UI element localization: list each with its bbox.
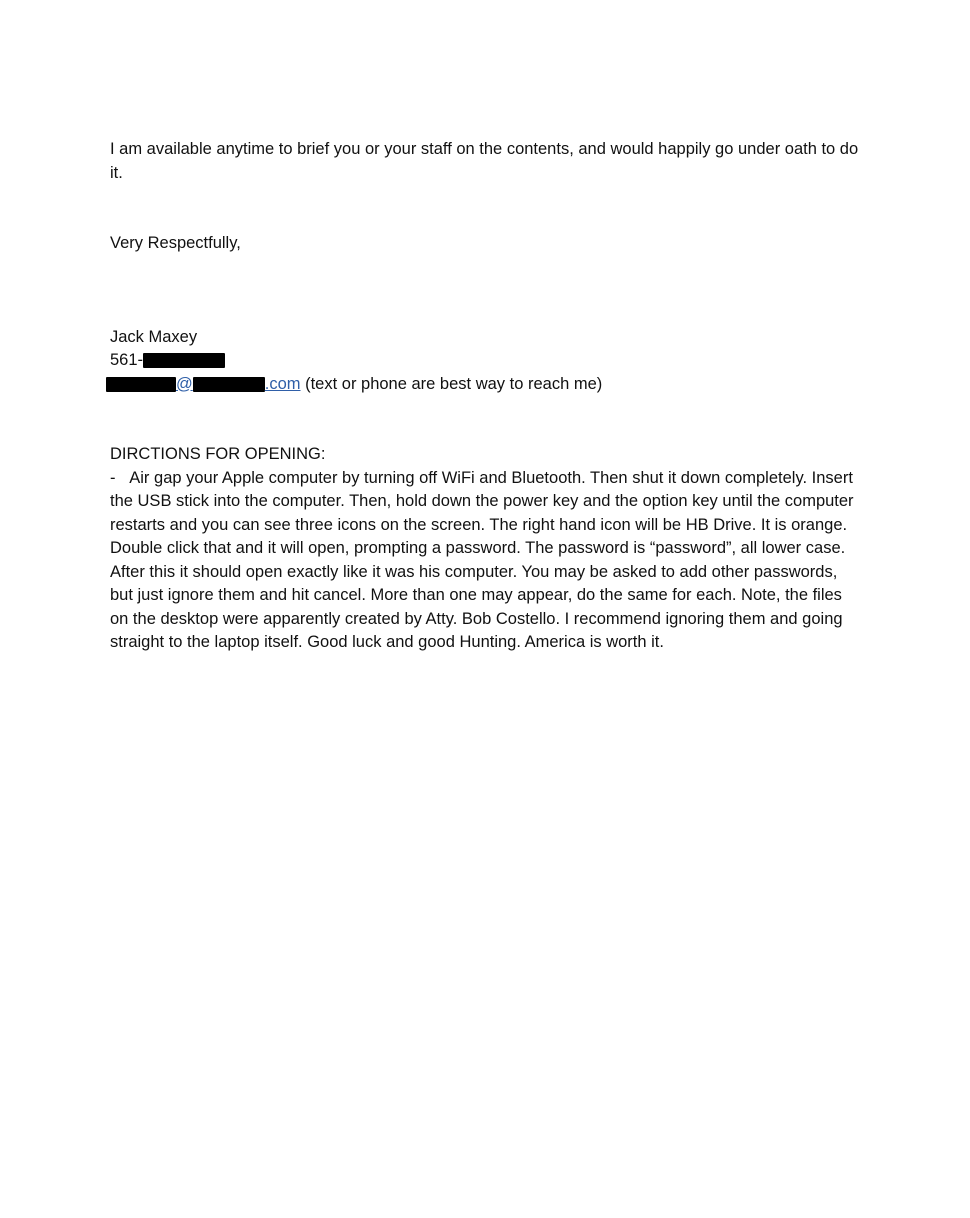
phone-prefix: 561- [110, 351, 144, 369]
directions-bullet: - [110, 468, 116, 487]
directions-section [110, 443, 860, 655]
email-domain-redaction [193, 377, 265, 392]
email-line [110, 373, 860, 397]
email-suffix: .com [264, 374, 301, 393]
closing-salutation: Very Respectfully, [110, 234, 241, 252]
phone-line [110, 349, 860, 373]
directions-text: Air gap your Apple computer by turning off WiFi and Bluetooth. Then shut it down completely. Insert the USB stick into the computer. Then, hold down the power key and the option key until the computer restarts and you can see three icons on the screen. The right hand icon will be HB Drive. It is orange. Double click that and it will open, prompting a password. The password is “password”, all lower case. After this it should open exactly like it was his computer. You may be asked to add other passwords, but just ignore them and hit cancel. More than one may appear, do the same for each. Note, the files on the desktop were apparently created by Atty. Bob Costello. I recommend ignoring them and going straight to the laptop itself. Good luck and good Hunting. America is worth it. [110, 468, 854, 651]
signature-block [110, 326, 860, 397]
briefing-offer-paragraph: I am available anytime to brief you or your staff on the contents, and would happily go under oath to do it. [110, 140, 859, 182]
directions-heading: DIRCTIONS FOR OPENING: [110, 445, 326, 463]
letter-page [110, 138, 860, 655]
phone-redaction [143, 353, 225, 368]
contact-note: (text or phone are best way to reach me) [300, 374, 603, 393]
directions-body [110, 467, 860, 655]
email-at: @ [176, 374, 193, 393]
email-link[interactable] [110, 375, 301, 393]
signer-name: Jack Maxey [110, 327, 198, 346]
email-user-redaction [106, 377, 176, 392]
